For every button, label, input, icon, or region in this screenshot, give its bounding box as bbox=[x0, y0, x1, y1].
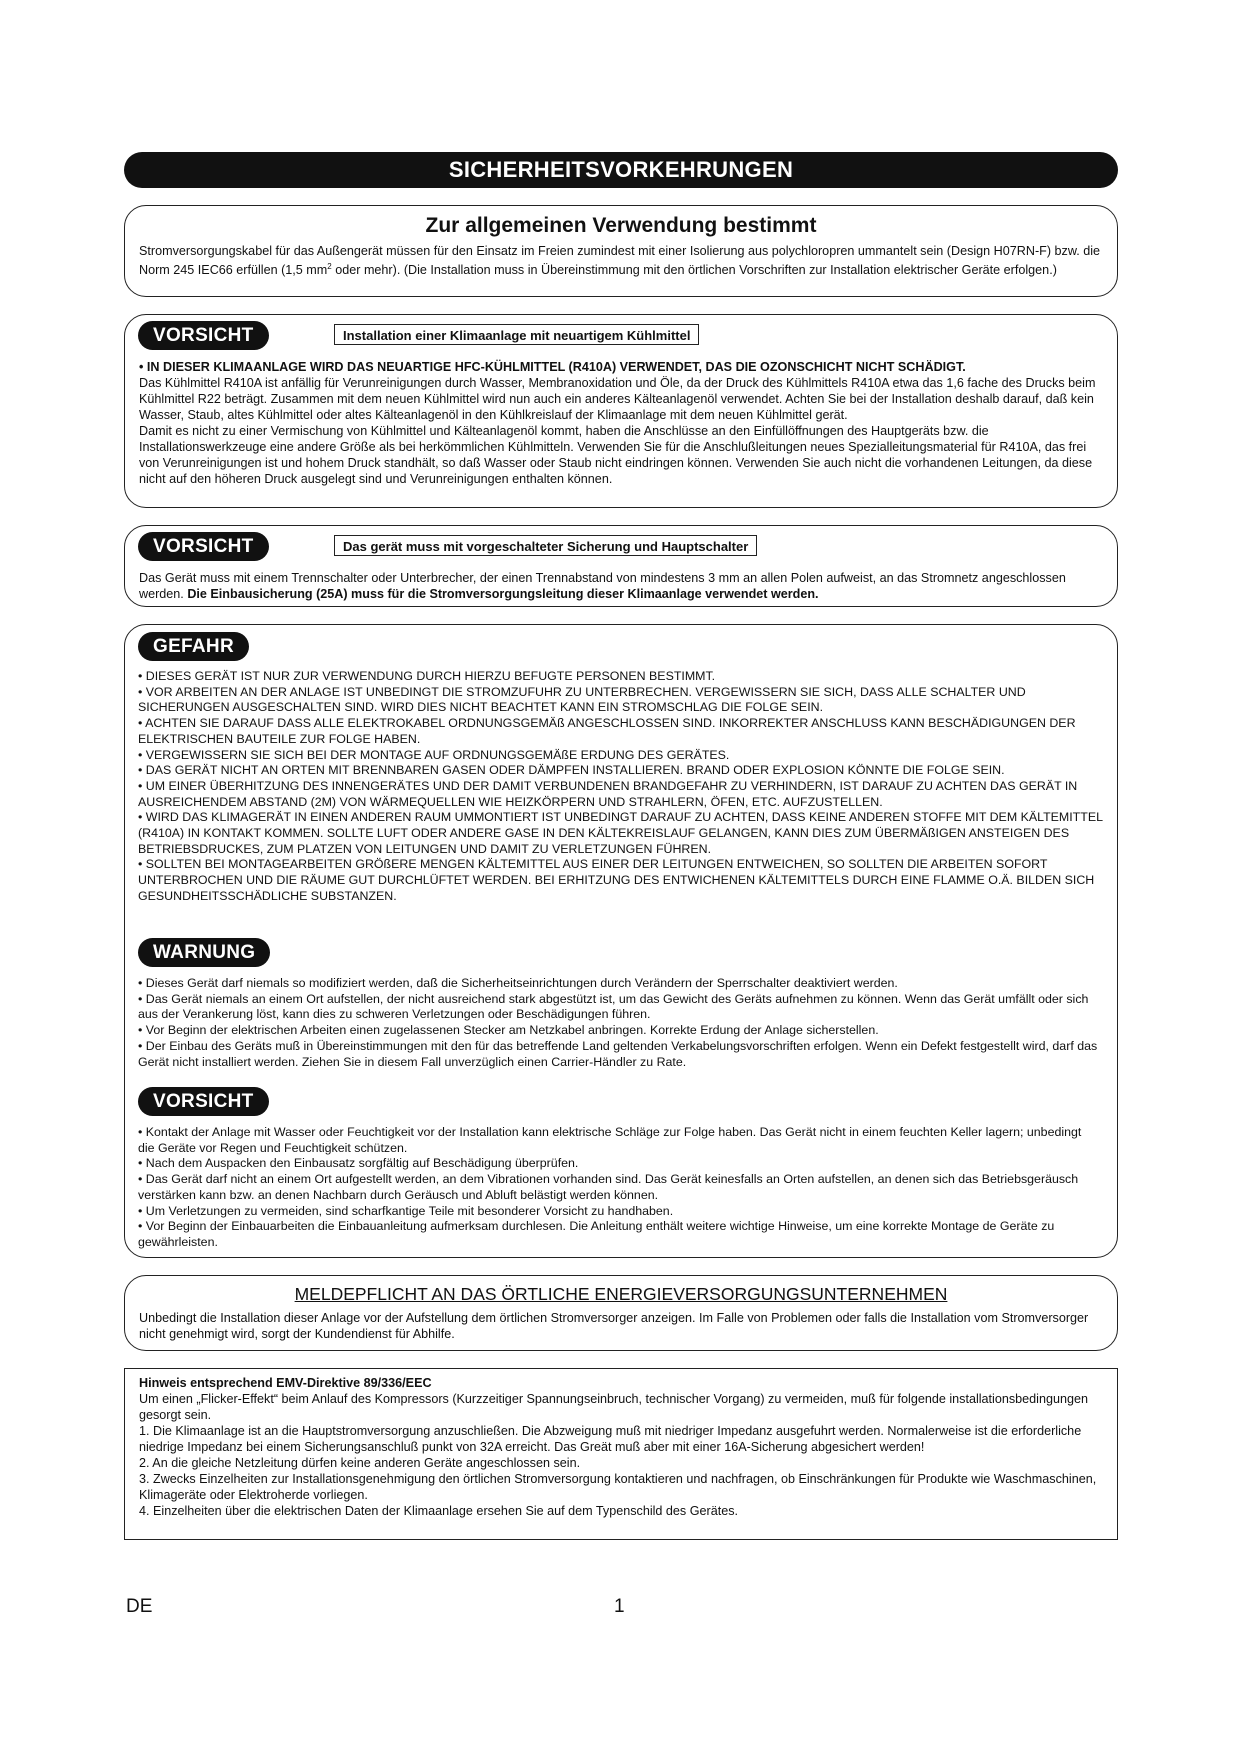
danger-item: • VOR ARBEITEN AN DER ANLAGE IST UNBEDINGT DIE STROMZUFUHR ZU UNTERBRECHEN. VERGEWISSERN SIE SICH, DASS ALLE SCHALTER UND SICHERUNGEN AUSGESCHALTEN SIND. WIRD DIES NICHT BEACHTET KANN EIN STROMSCHLAG DIE FOLGE SEIN. bbox=[138, 684, 1026, 715]
warning-item: • Das Gerät niemals an einem Ort aufstellen, der nicht ausreichend stark abgestützt ist, um das Gewicht des Geräts aufnehmen zu können. Wenn das Gerät umfällt oder sich aus der Verankerung löst, kann dies zu schweren Verletzungen oder Beschädigungen führen. bbox=[138, 991, 1089, 1022]
danger-item: • DIESES GERÄT IST NUR ZUR VERWENDUNG DURCH HIERZU BEFUGTE PERSONEN BESTIMMT. bbox=[138, 669, 716, 683]
caution-1-paragraph-1: Das Kühlmittel R410A ist anfällig für Verunreinigungen durch Wasser, Membranoxidation und Öle, da der Druck des Kühlmittels R410A etwa das 1,6 fache des Drucks beim Kühlmittel R22 beträgt. Zusammen mit dem neuen Kühlmittel wird nun auch ein anderes Kälteanlagenöl verwendet. Achten Sie bei der Installation deshalb darauf, daß kein Wasser, Staub, altes Kühlmittel oder altes Kälteanlagenöl in den Kühlkreislauf der Klimaanlage mit dem neuen Kühlmittel gerät. bbox=[139, 376, 1096, 422]
caution-3-item: • Um Verletzungen zu vermeiden, sind scharfkantige Teile mit besonderer Vorsicht zu handhaben. bbox=[138, 1203, 674, 1218]
caution-tag-2: Das gerät muss mit vorgeschalteter Sicherung und Hauptschalter bbox=[334, 535, 757, 556]
warning-item: • Der Einbau des Geräts muß in Übereinstimmungen mit den für das betreffende Land geltenden Verkabelungsvorschriften erfolgen. Wenn ein Defekt festgestellt wird, darf das Gerät nicht installiert werden. Ziehen Sie in diesem Fall unverzüglich einen Carrier-Händler zu Rate. bbox=[138, 1038, 1098, 1069]
caution-badge-3: VORSICHT bbox=[138, 1087, 269, 1116]
danger-item: • WIRD DAS KLIMAGERÄT IN EINEN ANDEREN RAUM UMMONTIERT IST UNBEDINGT DARAUF ZU ACHTEN, DASS KEINE ANDEREN STOFFE MIT DEM KÄLTEMITTEL (R410A) IN KONTAKT KOMMEN. SOLLTE LUFT ODER ANDERE GASE IN DEN KÄLTEKREISLAUF GELANGEN, KANN DIES ZUM ÜBERMÄßIGEN ANSTEIGEN DES BETRIEBSDRUCKES, ZUM PLATZEN VON LEITUNGEN UND DAMIT ZU VERLETZUNGEN FÜHREN. bbox=[138, 810, 1103, 856]
emv-item: 4. Einzelheiten über die elektrischen Daten der Klimaanlage ersehen Sie auf dem Typenschild des Gerätes. bbox=[139, 1504, 739, 1518]
page-number: 1 bbox=[614, 1596, 625, 1617]
caution-3-item: • Das Gerät darf nicht an einem Ort aufgestellt werden, an dem Vibrationen vorhanden sind. Das Gerät keinesfalls an Orten aufstellen, an denen sich das Betriebsgeräusch verstärken kann bzw. an denen Nachbarn durch Geräusch und Abluft belästigt werden können. bbox=[138, 1172, 1079, 1202]
warning-badge: WARNUNG bbox=[138, 938, 270, 967]
footer-language: DE bbox=[126, 1596, 153, 1617]
emv-item: 3. Zwecks Einzelheiten zur Installationsgenehmigung den örtlichen Stromversorgung kontaktieren und nachfragen, ob Einschränkungen für Produkte wie Waschmaschinen, Klimageräte oder Elektroherde vorliegen. bbox=[139, 1472, 1097, 1502]
caution-1-bullet: • IN DIESER KLIMAANLAGE WIRD DAS NEUARTIGE HFC-KÜHLMITTEL (R410A) VERWENDET, DAS DIE OZONSCHICHT NICHT SCHÄDIGT. bbox=[139, 360, 966, 374]
danger-item: • VERGEWISSERN SIE SICH BEI DER MONTAGE AUF ORDNUNGSGEMÄßE ERDUNG DES GERÄTES. bbox=[138, 747, 730, 762]
emv-item: 1. Die Klimaanlage ist an die Hauptstromversorgung anzuschließen. Die Abzweigung muß mit niedriger Impedanz ausgefuhrt werden. Normalerweise ist die erforderliche niedrige Impedanz bei einem Sicherungsanschluß punkt von 32A erreicht. Das Greät muß aber mit einer 16A-Sicherung abgesichert werden! bbox=[139, 1424, 1082, 1454]
caution-2-text-bold: Die Einbausicherung (25A) muss für die Stromversorgungsleitung dieser Klimaanlage verwendet werden. bbox=[187, 587, 819, 601]
report-section bbox=[124, 1275, 1118, 1351]
danger-badge: GEFAHR bbox=[138, 632, 249, 661]
general-use-superscript: 2 bbox=[327, 262, 332, 271]
caution-1-paragraph-2: Damit es nicht zu einer Vermischung von Kühlmittel und Kälteanlagenöl kommt, haben die Anschlüsse an den Einfüllöffnungen des Hauptgeräts bzw. die Installationswerkzeuge eine andere Größe als bei herkömmlichen Kühlmitteln. Verwenden Sie für die Anschlußleitungen neues Spezialleitungsmaterial für R410A, das frei von Verunreinigungen ist und hohem Druck standhält, so daß Wasser oder Staub nicht eindringen können. Verwenden Sie auch nicht die vorhandenen Leitungen, da diese nicht auf den höheren Druck ausgelegt sind und Verunreinigungen enthalten können. bbox=[139, 424, 1093, 486]
report-heading: MELDEPFLICHT AN DAS ÖRTLICHE ENERGIEVERSORGUNGSUNTERNEHMEN bbox=[294, 1284, 948, 1304]
caution-3-item: • Kontakt der Anlage mit Wasser oder Feuchtigkeit vor der Installation kann elektrische Schläge zur Folge haben. Das Gerät nicht in einem feuchten Keller lagern; unbedingt die Geräte vor Regen und Feuchtigkeit schützen. bbox=[138, 1125, 1082, 1155]
danger-item: • ACHTEN SIE DARAUF DASS ALLE ELEKTROKABEL ORDNUNGSGEMÄß ANGESCHLOSSEN SIND. INKORREKTER ANSCHLUSS KANN BESCHÄDIGUNGEN DER ELEKTRISCHEN BAUTEILE ZUR FOLGE HABEN. bbox=[138, 716, 1076, 746]
caution-1-body bbox=[139, 359, 1099, 487]
general-use-text-a: Stromversorgungskabel für das Außengerät müssen für den Einsatz im Freien zumindest mit einer Isolierung aus polychloropren ummantelt sein (Design H07RN-F) bzw. die Norm 245 IEC66 erfüllen (1,5 mm bbox=[139, 244, 1101, 278]
emv-heading: Hinweis entsprechend EMV-Direktive 89/336/EEC bbox=[139, 1376, 432, 1390]
danger-item: • DAS GERÄT NICHT AN ORTEN MIT BRENNBAREN GASEN ODER DÄMPFEN INSTALLIEREN. BRAND ODER EXPLOSION KÖNNTE DIE FOLGE SEIN. bbox=[138, 763, 1005, 778]
danger-item: • UM EINER ÜBERHITZUNG DES INNENGERÄTES UND DER DAMIT VERBUNDENEN BRANDGEFAHR ZU VERHINDERN, IST DARAUF ZU ACHTEN DAS GERÄT IN AUSREICHENDEM ABSTAND (2M) VON WÄRMEQUELLEN WIE HEIZKÖRPERN UND STRAHLERN, ÖFEN, ETC. AUFZUSTELLEN. bbox=[138, 778, 1078, 809]
report-text: Unbedingt die Installation dieser Anlage vor der Aufstellung dem örtlichen Stromversorger anzeigen. Im Falle von Problemen oder falls die Installation vom Stromversorger nicht genehmigt wird, sorgt der Kundendienst für Abhilfe. bbox=[139, 1311, 1089, 1341]
caution-3-item: • Nach dem Auspacken den Einbausatz sorgfältig auf Beschädigung überprüfen. bbox=[138, 1156, 579, 1171]
caution-2-text-plain: Das Gerät muss mit einem Trennschalter oder Unterbrecher, der einen Trennabstand von mindestens 3 mm an allen Polen aufweist, an das Stromnetz angeschlossen werden. bbox=[139, 571, 1066, 601]
general-use-heading: Zur allgemeinen Verwendung bestimmt bbox=[425, 214, 817, 237]
general-use-text bbox=[139, 243, 1103, 278]
danger-list bbox=[138, 669, 1110, 905]
danger-item: • SOLLTEN BEI MONTAGEARBEITEN GRÖßERE MENGEN KÄLTEMITTEL AUS EINER DER LEITUNGEN ENTWEICHEN, SO SOLLTEN DIE ARBEITEN SOFORT UNTERBROCHEN UND DIE RÄUME GUT DURCHLÜFTET WERDEN. BEI ERHITZUNG DES ENTWICHENEN KÄLTEMITTELS DURCH EINE FLAMME O.Ä. BILDEN SICH GESUNDHEITSSCHÄDLICHE SUBSTANZEN. bbox=[138, 857, 1095, 903]
caution-2-text bbox=[139, 570, 1099, 602]
emv-list bbox=[139, 1423, 1105, 1519]
caution-tag-1: Installation einer Klimaanlage mit neuartigem Kühlmittel bbox=[334, 324, 699, 345]
emv-intro: Um einen „Flicker-Effekt“ beim Anlauf des Kompressors (Kurzzeitiger Spannungseinbruch, technischer Vorgang) zu vermeiden, muß für folgende installationsbedingungen gesorgt sein. bbox=[139, 1392, 1088, 1422]
caution-3-item: • Vor Beginn der Einbauarbeiten die Einbauanleitung aufmerksam durchlesen. Die Anleitung enthält weitere wichtige Hinweise, um eine korrekte Montage de Geräte zu gewährleisten. bbox=[138, 1219, 1055, 1249]
general-use-text-b: oder mehr). (Die Installation muss in Übereinstimmung mit den örtlichen Vorschriften zur Installation elektrischer Geräte erfolgen.) bbox=[331, 263, 1057, 278]
caution-badge-1: VORSICHT bbox=[138, 321, 269, 350]
warning-list bbox=[138, 976, 1098, 1070]
warning-item: • Vor Beginn der elektrischen Arbeiten einen zugelassenen Stecker am Netzkabel anbringen. Korrekte Erdung der Anlage sicherstellen. bbox=[138, 1023, 879, 1038]
emv-notice-section bbox=[124, 1368, 1118, 1540]
emv-item: 2. An die gleiche Netzleitung dürfen keine anderen Geräte angeschlossen sein. bbox=[139, 1456, 581, 1470]
warning-item: • Dieses Gerät darf niemals so modifiziert werden, daß die Sicherheitseinrichtungen durch Verändern der Sperrschalter deaktiviert werden. bbox=[138, 976, 898, 990]
general-use-section bbox=[124, 205, 1118, 297]
caution-badge-2: VORSICHT bbox=[138, 532, 269, 561]
caution-3-list bbox=[138, 1125, 1098, 1251]
page-title: SICHERHEITSVORKEHRUNGEN bbox=[124, 152, 1118, 188]
